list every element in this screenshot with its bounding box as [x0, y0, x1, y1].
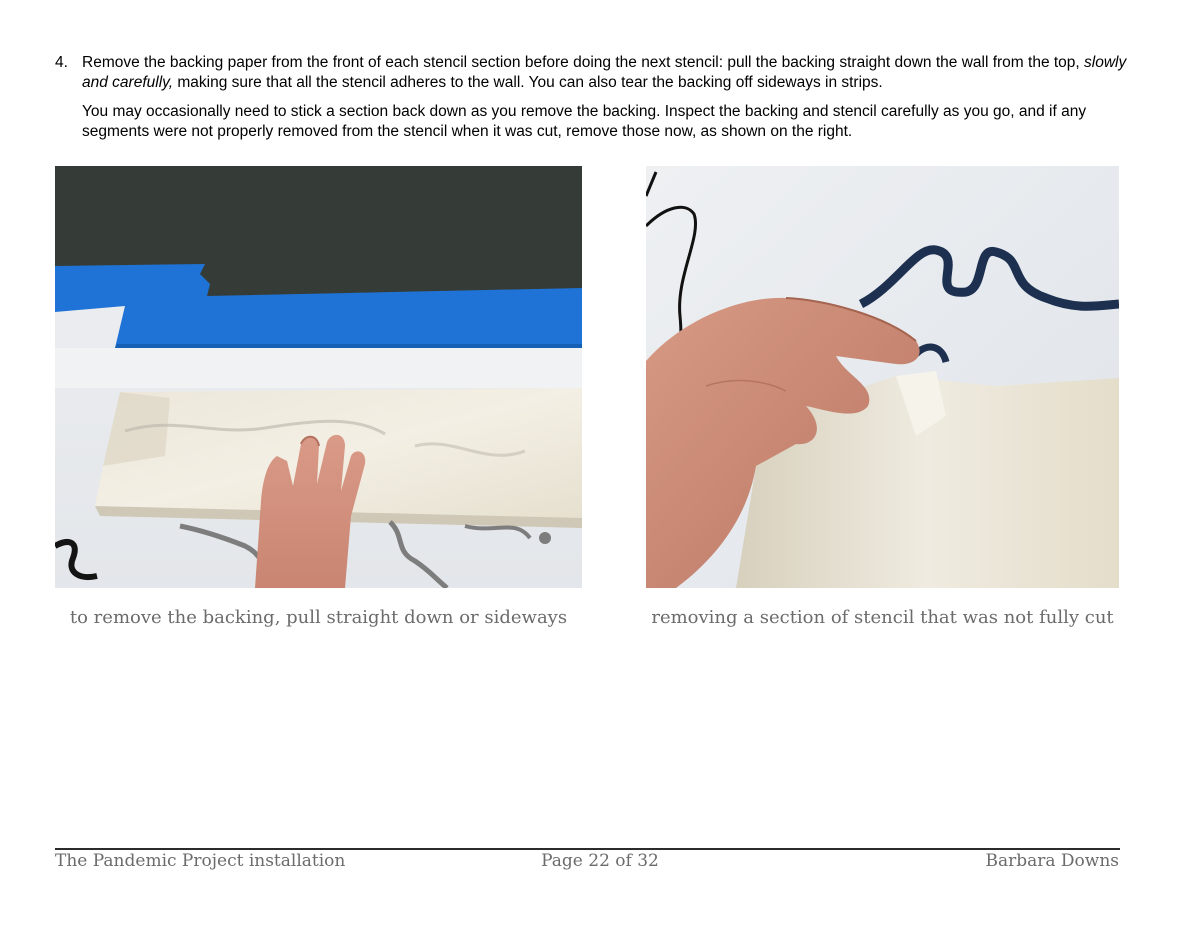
para1-text-end: making sure that all the stencil adheres to the wall. You can also tear the backing off sideways in strips. — [173, 74, 883, 91]
step-number: 4. — [55, 54, 68, 71]
instruction-paragraph-1 — [82, 53, 1135, 93]
instruction-step — [55, 53, 1135, 142]
footer-divider — [55, 848, 1120, 850]
footer-document-title: The Pandemic Project installation — [55, 851, 346, 871]
para1-text-start: Remove the backing paper from the front of each stencil section before doing the next stencil: pull the backing straight down the wall from the top, — [82, 54, 1085, 71]
para1-emphasis: slowly and carefully, — [82, 54, 1127, 91]
instruction-paragraph-2: You may occasionally need to stick a section back down as you remove the backing. Inspect the backing and stencil carefully as you go, and if any segments were not properly removed from the stencil when it was cut, remove those now, as shown on the right. — [82, 103, 1087, 140]
step-body — [82, 53, 1135, 142]
photo-caption-right: removing a section of stencil that was not fully cut — [651, 607, 1114, 628]
footer-author: Barbara Downs — [985, 851, 1119, 871]
photo-stencil-section — [646, 166, 1119, 588]
photo-caption-left: to remove the backing, pull straight down or sideways — [69, 607, 568, 628]
footer-page-number: Page 22 of 32 — [541, 851, 659, 871]
photo-backing-removal — [55, 166, 582, 588]
photo-stencil-section-image — [646, 166, 1119, 588]
photo-backing-removal-image — [55, 166, 582, 588]
